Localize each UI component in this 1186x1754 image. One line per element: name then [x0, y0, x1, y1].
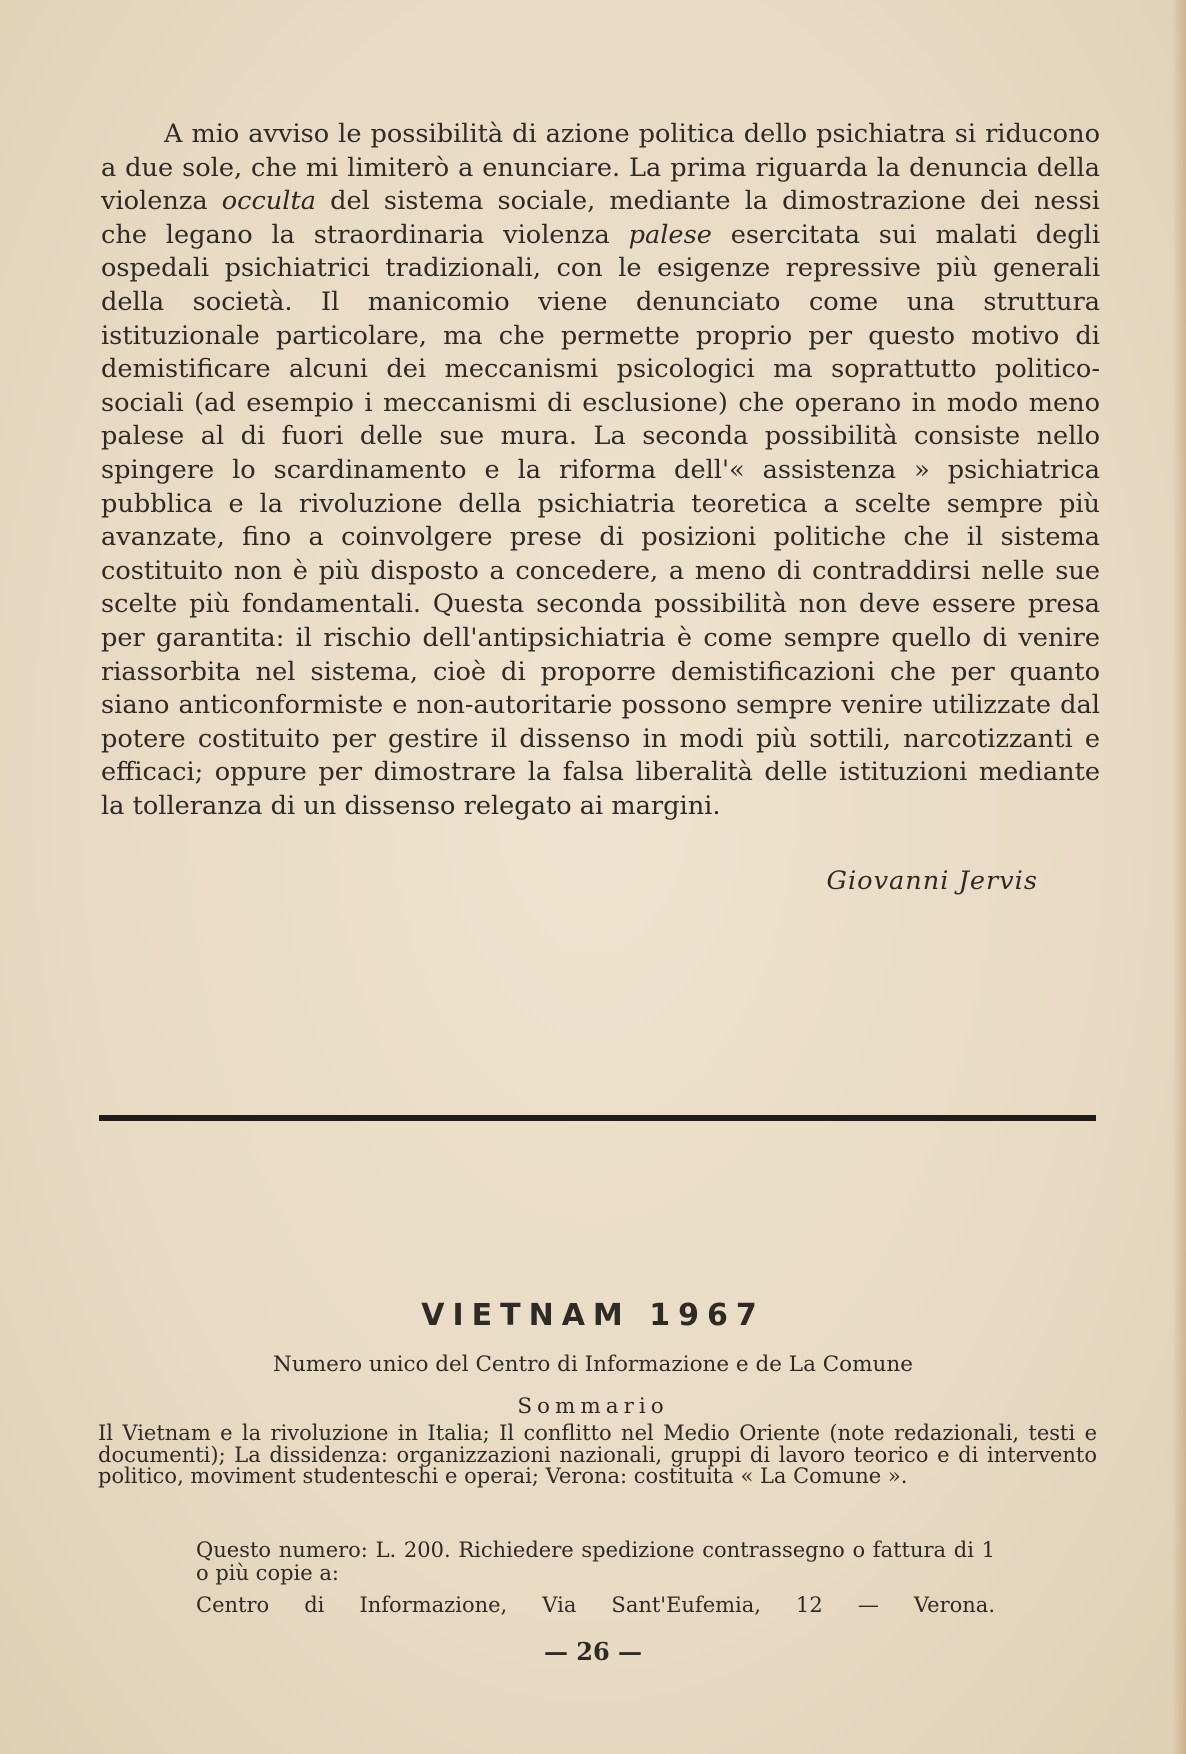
sommario-text: Il Vietnam e la rivoluzione in Italia; Il conflitto nel Medio Oriente (note redazionali, testi e documenti); La dissidenza: organizzazioni nazionali, gruppi di lavoro teorico e di intervento politico, moviment studenteschi e operai; Verona: costituita « La Comune ».	[98, 1421, 1097, 1488]
section-divider-rule	[99, 1115, 1096, 1121]
page-edge-shadow	[1172, 0, 1186, 1754]
order-instructions: Questo numero: L. 200. Richiedere spedizione contrassegno o fattura di 1 o più copie a:	[196, 1538, 995, 1585]
article-body	[101, 118, 1100, 823]
insert-subtitle: Numero unico del Centro di Informazione e de La Comune	[273, 1352, 913, 1377]
author-signature: Giovanni Jervis	[826, 866, 1038, 896]
insert-title: VIETNAM 1967	[421, 1298, 765, 1333]
body-text-end: esercitata sui malati degli ospedali psichiatrici tradizionali, con le esigenze repressive più generali della società. Il manicomio viene denunciato come una struttura istituzionale particolare, ma che permette proprio per questo motivo di demistificare alcuni dei meccanismi psicologici ma soprattutto politico-sociali (ad esempio i meccanismi di esclusione) che operano in modo meno palese al di fuori delle sue mura. La seconda possibilità consiste nello spingere lo scardinamento e la riforma dell'« assistenza » psichiatrica pubblica e la rivoluzione della psichiatria teoretica a scelte sempre più avanzate, fino a coinvolgere prese di posizioni politiche che il sistema costituito non è più disposto a concedere, a meno di contraddirsi nelle sue scelte più fondamentali. Questa seconda possibilità non deve essere presa per garantita: il rischio dell'antipsichiatria è come sempre quello di venire riassorbita nel sistema, cioè di proporre demistificazioni che per quanto siano anticonformiste e non-autoritarie possono sempre venire utilizzate dal potere costituito per gestire il dissenso in modi più sottili, narcotizzanti e efficaci; oppure per dimostrare la falsa liberalità delle istituzioni mediante la tolleranza di un dissenso relegato ai margini.	[101, 219, 1101, 821]
emphasis-palese: palese	[628, 219, 712, 250]
body-text-start: A mio avviso le possibilità di azione politica dello psichiatra si riducono a due sole, che mi limiterò a enunciare. La prima riguarda la denuncia della violenza	[101, 119, 1100, 217]
article-paragraph	[101, 118, 1100, 823]
emphasis-occulta: occulta	[221, 186, 317, 217]
page-number: — 26 —	[543, 1637, 643, 1666]
sommario-label: Sommario	[517, 1394, 669, 1419]
body-text-middle: del sistema sociale, mediante la dimostrazione dei nessi che legano la straordinaria violenza	[101, 186, 1100, 250]
contact-address: Centro di Informazione, Via Sant'Eufemia, 12 — Verona.	[196, 1593, 995, 1617]
